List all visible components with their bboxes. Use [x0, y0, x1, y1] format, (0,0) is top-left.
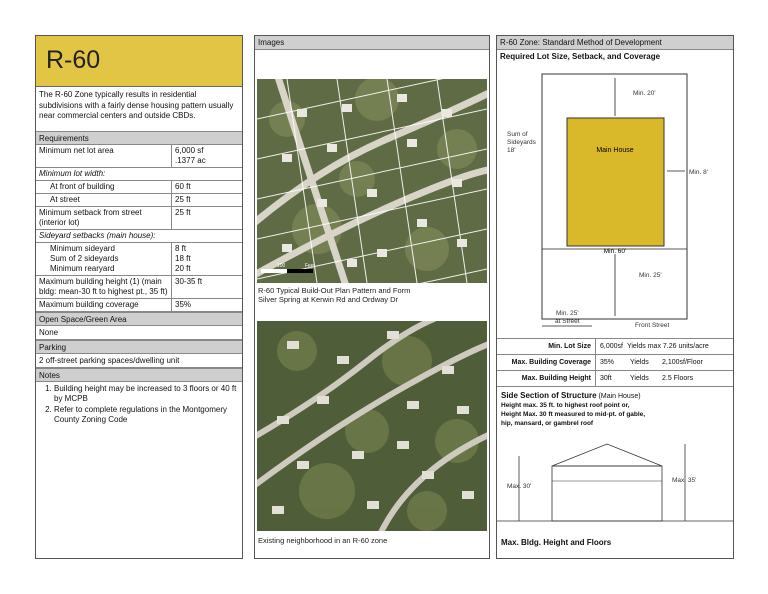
- stats-yields: Yields max 7.26 units/acre: [626, 343, 709, 350]
- requirement-label: Sideyard setbacks (main house):: [36, 230, 242, 243]
- requirement-value: 8 ft 18 ft 20 ft: [172, 243, 243, 276]
- requirements-table: [36, 145, 242, 312]
- scale-bar-unit: Feet: [305, 263, 316, 269]
- note-item: 1. Building height may be increased to 3 floors or 40 ft by MCPB: [54, 384, 242, 404]
- requirements-row: [36, 299, 242, 312]
- notes-list: [36, 384, 242, 425]
- stats-row: [497, 370, 733, 387]
- requirements-row: [36, 207, 242, 230]
- neighborhood-caption: Existing neighborhood in an R-60 zone: [258, 536, 388, 545]
- stats-label: Max. Building Coverage: [497, 355, 596, 370]
- note-item: 2. Refer to complete regulations in the Montgomery County Zoning Code: [54, 405, 242, 425]
- zone-title: R-60: [46, 46, 101, 74]
- min-25-label: Min. 25': [639, 272, 662, 279]
- stats-row: [497, 354, 733, 370]
- sideyards-label: Sum of Sideyards 18': [507, 131, 536, 154]
- requirements-row: [36, 145, 242, 168]
- stats-label: Max. Building Height: [497, 371, 596, 386]
- zone-intro: The R-60 Zone typically results in residential subdivisions with a fairly dense housing pattern usually near commercial centers and outside CBDs.: [39, 90, 234, 120]
- neighborhood-aerial-image: [257, 321, 487, 531]
- open-space-value: None: [36, 326, 242, 340]
- parking-header: Parking: [36, 340, 242, 354]
- stats-table: [497, 338, 733, 387]
- requirement-label: Maximum building height (1) (main bldg: mean-30 ft to highest pt., 35 ft): [36, 276, 172, 299]
- requirement-label: At street: [36, 194, 172, 207]
- street-min-label: Min. 25' at Street: [555, 310, 580, 325]
- front-street-label: Front Street: [635, 322, 670, 329]
- requirements-row: [36, 230, 242, 243]
- stats-value: 30ft: [600, 375, 612, 382]
- notes-header: Notes: [36, 368, 242, 382]
- stats-value: 6,000sf: [600, 343, 623, 350]
- requirement-value: 25 ft: [172, 207, 243, 230]
- zone-requirements-panel: [35, 35, 243, 559]
- requirements-row: [36, 243, 242, 276]
- requirement-label: Minimum setback from street (interior lot): [36, 207, 172, 230]
- requirement-value: 6,000 sf .1377 ac: [172, 145, 243, 168]
- requirements-row: [36, 194, 242, 207]
- stats-value: 35%: [600, 359, 615, 366]
- stats-label: Min. Lot Size: [497, 339, 596, 354]
- min-20-label: Min. 20': [633, 90, 656, 97]
- scale-bar-label: 100: [277, 263, 286, 269]
- side-section-text: Height max. 35 ft. to highest roof point or, Height Max. 30 ft measured to mid-pt. of gable, hip, mansard, or gambrel roof: [501, 402, 646, 427]
- zone-title-box: [36, 36, 242, 87]
- stats-yields: Yields: [630, 359, 649, 366]
- parking-value: 2 off-street parking spaces/dwelling unit: [36, 354, 242, 368]
- plan-pattern-caption: [258, 286, 410, 304]
- caption-line-1: R-60 Typical Build-Out Plan Pattern and Form Silver Spring at Kerwin Rd and Ordway Dr: [258, 286, 411, 304]
- side-section-diagram: [497, 436, 733, 531]
- requirement-label: Minimum lot width:: [36, 168, 242, 181]
- requirement-label: At front of building: [36, 181, 172, 194]
- stats-row: [497, 338, 733, 354]
- max-height-footer: Max. Bldg. Height and Floors: [501, 538, 612, 547]
- standard-method-header: R-60 Zone: Standard Method of Development: [497, 36, 733, 50]
- stats-result: 2,100sf/Floor: [662, 359, 703, 366]
- requirements-row: [36, 181, 242, 194]
- requirement-value: 30-35 ft: [172, 276, 243, 299]
- standard-method-panel: [496, 35, 734, 559]
- images-header: Images: [255, 36, 489, 50]
- requirements-row: [36, 168, 242, 181]
- min-8-label: Min. 8': [689, 169, 708, 176]
- stats-result: 2.5 Floors: [662, 375, 694, 382]
- requirement-label: Minimum net lot area: [36, 145, 172, 168]
- max-35-label: Max. 35': [672, 477, 697, 484]
- lot-size-subtitle: Required Lot Size, Setback, and Coverage: [500, 52, 661, 61]
- main-house-footprint: [567, 118, 664, 246]
- side-section: [501, 391, 731, 428]
- requirements-row: [36, 276, 242, 299]
- lot-plan-diagram: [497, 66, 733, 338]
- requirement-label: Minimum sideyard Sum of 2 sideyards Minimum rearyard: [36, 243, 172, 276]
- requirements-header: Requirements: [36, 131, 242, 145]
- max-30-label: Max. 30': [507, 483, 532, 490]
- side-section-title: Side Section of Structure: [501, 391, 597, 400]
- stats-yields: Yields: [630, 375, 649, 382]
- requirement-value: 25 ft: [172, 194, 243, 207]
- side-section-suffix: (Main House): [598, 393, 641, 400]
- requirement-value: 35%: [172, 299, 243, 312]
- main-house-label: Main House: [596, 147, 634, 154]
- min-60-label: Min. 60': [603, 248, 627, 255]
- images-panel: [254, 35, 490, 559]
- plan-pattern-aerial-image: [257, 79, 487, 283]
- requirement-value: 60 ft: [172, 181, 243, 194]
- requirement-label: Maximum building coverage: [36, 299, 172, 312]
- open-space-header: Open Space/Green Area: [36, 312, 242, 326]
